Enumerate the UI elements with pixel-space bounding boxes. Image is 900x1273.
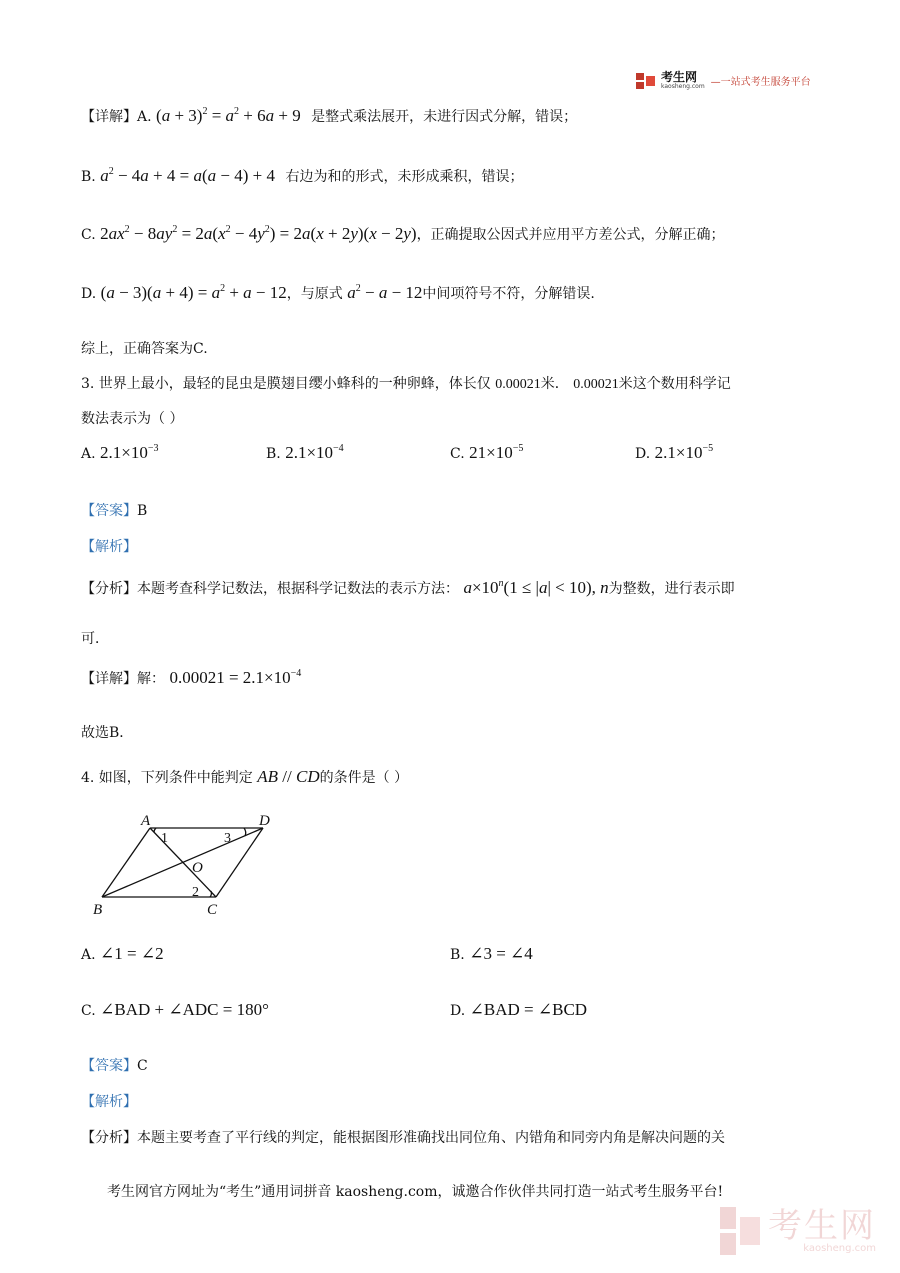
- label-b: B: [93, 902, 103, 918]
- math-expr: $(a + 3)^2 = a^2 + 6a + 9$: [156, 106, 301, 125]
- watermark-title: 考生网: [768, 1206, 876, 1246]
- q3-option-c: [450, 443, 523, 463]
- exponent: −4: [333, 443, 344, 454]
- value: 0.00021: [573, 377, 619, 392]
- option-label: D.: [450, 1003, 466, 1019]
- q3-fenxi-end: 可．: [81, 631, 109, 647]
- option-text: 右边为和的形式，未形成乘积，错误；: [285, 169, 524, 185]
- watermark-url: kaosheng.com: [803, 1243, 876, 1254]
- answer-value: C: [137, 1058, 148, 1074]
- header-logo: [635, 71, 811, 90]
- slogan-text: 一站式考生服务平台: [720, 77, 811, 88]
- parallel-condition: AB // CD: [257, 767, 320, 786]
- answer-tag: 【答案】: [81, 1058, 137, 1074]
- q2-detail-d: [81, 283, 595, 303]
- header-slogan: —一站式考生服务平台: [710, 77, 811, 88]
- exponent: −5: [512, 443, 524, 454]
- math-expr-original: $a^2 - a - 12$: [347, 283, 423, 302]
- q4-option-b: [450, 944, 533, 964]
- option-text: ，与原式: [286, 286, 343, 302]
- q4-option-d: [450, 1000, 587, 1020]
- option-math: [100, 443, 158, 462]
- q3-analysis-tag: 【解析】: [81, 539, 137, 555]
- option-math: ∠1 = ∠2: [100, 944, 164, 963]
- option-label: A.: [81, 446, 96, 462]
- detail-equation: 0.00021 = 2.1×10: [169, 668, 291, 687]
- option-label: D.: [81, 286, 97, 302]
- stem-text: 米．: [540, 376, 569, 392]
- q2-detail-a: [81, 106, 577, 126]
- watermark-logo-icon: [718, 1205, 762, 1257]
- label-d: D: [259, 813, 270, 829]
- fenxi-tag: 【分析】: [81, 581, 137, 597]
- detail-prefix: 解：: [137, 671, 165, 687]
- mantissa: 2.1×10: [100, 443, 148, 462]
- label-a: A: [141, 813, 151, 829]
- option-math: ∠BAD + ∠ADC = 180°: [100, 1000, 269, 1019]
- watermark-text: [768, 1208, 876, 1254]
- fenxi-text: 本题考查科学记数法，根据科学记数法的表示方法：: [137, 581, 459, 597]
- answer-value: B: [137, 503, 148, 519]
- option-math: ∠BAD = ∠BCD: [469, 1000, 588, 1019]
- option-label: C.: [450, 446, 465, 462]
- q2-summary: 综上，正确答案为C.: [81, 341, 208, 357]
- label-c: C: [207, 902, 218, 918]
- option-math: [655, 443, 713, 462]
- q4-fenxi: [81, 1127, 725, 1147]
- footer-text: 考生网官方网址为“考生”通用词拼音 kaosheng.com，诚邀合作伙伴共同打造一站式考生服务平台!: [107, 1184, 724, 1200]
- option-text: ，正确提取公因式并应用平方差公式，分解正确；: [416, 227, 725, 243]
- detail-tag: 【详解】: [81, 671, 137, 687]
- stem-text: 4. 如图，下列条件中能判定: [81, 770, 253, 786]
- answer-tag: 【答案】: [81, 503, 137, 519]
- kaosheng-logo-icon: [635, 72, 657, 90]
- q3-fenxi: [81, 578, 735, 598]
- logo-name: 考生网: [661, 70, 698, 84]
- option-math: ∠3 = ∠4: [469, 944, 533, 963]
- q4-option-c: [81, 1000, 269, 1020]
- label-angle-2: 2: [192, 885, 199, 900]
- q4-answer: [81, 1055, 148, 1075]
- label-angle-3: 3: [224, 831, 231, 846]
- sci-notation-form: $a\times 10^n(1 \le |a| < 10)$, n: [463, 578, 609, 597]
- math-expr: $a^2 - 4a + 4 = a(a - 4) + 4$: [100, 166, 275, 185]
- q4-analysis-tag: 【解析】: [81, 1094, 137, 1110]
- option-math: [469, 443, 523, 462]
- q4-option-a: [81, 944, 164, 964]
- q3-answer: [81, 500, 147, 520]
- mantissa: 21×10: [469, 443, 513, 462]
- logo-text: [661, 71, 705, 90]
- detail-math: [169, 668, 301, 687]
- q3-stem-line1: [81, 373, 731, 393]
- logo-url: kaosheng.com: [661, 83, 705, 90]
- math-expr: $2ax^2 - 8ay^2 = 2a(x^2 - 4y^2) = 2a(x + 2y)(x - 2y)$: [100, 224, 417, 243]
- value: 0.00021: [495, 377, 541, 392]
- exponent: −4: [290, 668, 302, 679]
- mantissa: 2.1×10: [285, 443, 334, 462]
- q3-stem-line2: 数法表示为（ ）: [81, 411, 184, 427]
- q4-stem: [81, 767, 408, 787]
- label-o: O: [192, 860, 203, 876]
- detail-tag: 【详解】: [81, 109, 137, 125]
- q3-conclusion: 故选B．: [81, 725, 134, 741]
- option-label: B.: [81, 169, 96, 185]
- option-text-2: 中间项符号不符，分解错误.: [422, 286, 595, 302]
- stem-text-2: 的条件是（ ）: [319, 770, 409, 786]
- option-label: A.: [137, 109, 152, 125]
- option-math: [285, 443, 343, 462]
- option-label: B.: [450, 947, 465, 963]
- mantissa: 2.1×10: [654, 443, 703, 462]
- angle-3-arc: [244, 828, 246, 836]
- parallelogram-figure: [90, 808, 290, 920]
- label-angle-1: 1: [161, 831, 168, 846]
- fenxi-tag: 【分析】: [81, 1130, 137, 1146]
- exponent: −3: [147, 443, 159, 454]
- angle-2-arc: [210, 891, 211, 897]
- option-label: A.: [81, 947, 96, 963]
- exponent: −5: [702, 443, 714, 454]
- option-label: D.: [635, 446, 651, 462]
- q3-option-b: [266, 443, 344, 463]
- option-label: B.: [266, 446, 281, 462]
- q3-option-d: [635, 443, 713, 463]
- q3-option-a: [81, 443, 159, 463]
- watermark: [718, 1205, 876, 1257]
- option-label: C.: [81, 227, 96, 243]
- math-expr: $(a - 3)(a + 4) = a^2 + a - 12$: [100, 283, 287, 302]
- q3-detail: [81, 668, 301, 688]
- stem-text: 3. 世界上最小，最轻的昆虫是膜翅目缨小蜂科的一种卵蜂，体长仅: [81, 376, 491, 392]
- fenxi-text: 本题主要考查了平行线的判定，能根据图形准确找出同位角、内错角和同旁内角是解决问题的关: [137, 1130, 725, 1146]
- q2-detail-c: [81, 224, 725, 244]
- stem-text: 米这个数用科学记: [618, 376, 731, 392]
- fenxi-text-2: 为整数，进行表示即: [608, 581, 735, 597]
- option-text: 是整式乘法展开，未进行因式分解，错误；: [311, 109, 578, 125]
- q2-detail-b: [81, 166, 523, 186]
- option-label: C.: [81, 1003, 96, 1019]
